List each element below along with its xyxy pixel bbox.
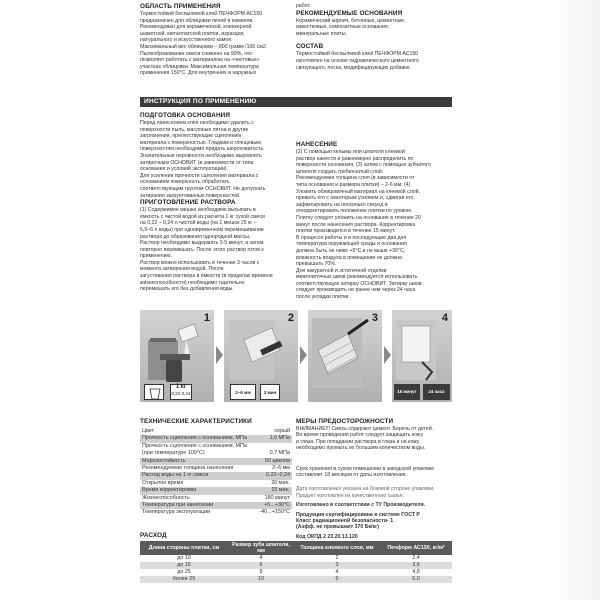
precautions-heading: МЕРЫ ПРЕДОСТОРОЖНОСТИ (296, 418, 394, 425)
spec-row (140, 509, 292, 516)
spec-value (255, 443, 292, 450)
spec-row (140, 472, 292, 479)
consumption-heading: РАСХОД (140, 532, 167, 539)
wait-time-box: 3 мин (260, 384, 280, 400)
spec-row (140, 480, 292, 487)
preparation-text: Перед нанесением клея необходимо удалить с поверхности пыль, масляные пятна и другие загрязнения, препятствующие сцеплению материала с поверхностью. Гладким и глянцевым поверхностям необходимо придать шероховатость. Значительные неровности необходимо выровнять затирочным ОСНОВИТ (в зависимости от типа основания и условий эксплуатации). Для усиления прочности сцепления материала с основанием поверхность обработать соответствующим грунтом ОСНОВИТ. Не допускать затирания загрунтованных поверхностей. (140, 120, 266, 199)
consumption-cell: до 10 (140, 555, 228, 562)
step-2-number: 2 (287, 312, 294, 324)
storage-text: Срок хранения в сухом помещении в заводской упаковке (296, 465, 435, 472)
step-3-panel (308, 310, 382, 402)
spec-label: Рекомендуемая толщина нанесения (142, 465, 234, 472)
step-arrow-icon (216, 346, 223, 364)
step-arrow-icon (384, 346, 391, 364)
col-tile-length: Длина стороны плитки, см (140, 541, 228, 555)
spec-row (140, 443, 292, 450)
spec-row (140, 458, 292, 465)
spec-value: +5...+30°С (255, 502, 292, 509)
spec-value: -40...+150°С (259, 509, 290, 516)
spec-value: 15 мин. (255, 487, 292, 494)
spec-label: Температура эксплуатации (142, 509, 211, 516)
application-area-heading: ОБЛАСТЬ ПРИМЕНЕНИЯ (140, 3, 221, 10)
spec-row (140, 435, 292, 442)
bases-composition-section (296, 3, 450, 71)
spec-row (140, 450, 292, 457)
consumption-cell: 5 (294, 576, 380, 583)
col-trowel-tooth: Размер зуба шпателя, мм (228, 541, 294, 555)
application-section (296, 141, 450, 301)
certification-note: Продукция сертифицирована в системе ГОСТ Р (296, 511, 420, 518)
date-note: Дата изготовления указана на боковой стороне упаковки. (296, 486, 435, 493)
spec-value: серый (274, 428, 290, 434)
step-1-number: 1 (203, 312, 210, 324)
consumption-cell: 3 (294, 562, 380, 569)
mix-heading: ПРИГОТОВЛЕНИЕ РАСТВОРА (140, 199, 236, 207)
consumption-cell: 2 (294, 555, 380, 562)
okpd-code: Код ОКПД 2 23.20.13.120 (296, 533, 358, 540)
step-arrow-icon (300, 346, 307, 364)
consumption-cell: 6 (228, 562, 294, 569)
spec-label: (при температуре 100°С) (142, 450, 205, 457)
tu-note: Изготовлено в соответствии с ТУ Производителя. (296, 502, 426, 509)
spec-value: 20 мин. (271, 479, 290, 486)
step-3-number: 3 (371, 312, 378, 324)
recommended-bases-text: Керамический кирпич, бетонные, цементные, известковые, композитные основания, минеральные плиты. (296, 17, 406, 37)
step-4-panel (392, 310, 452, 402)
step-1-panel (140, 310, 214, 402)
technical-specs-heading: ТЕХНИЧЕСКИЕ ХАРАКТЕРИСТИКИ (140, 418, 252, 425)
grout-time-box: 24 часа (423, 384, 450, 400)
consumption-cell: 10 (228, 576, 294, 583)
continuation-text: работ. (296, 3, 311, 9)
spec-row (140, 495, 292, 502)
spec-label: Жизнеспособность (142, 494, 190, 501)
spec-value: 1,0 МПа (255, 435, 292, 442)
consumption-cell: 2,4 (380, 555, 452, 562)
thickness-box: 2–6 мм (230, 384, 256, 400)
col-consumption: Печформ АС150, кг/м² (380, 541, 452, 555)
spec-value: 0,22–0,24 (255, 472, 292, 479)
mix-ratio-box: 1 кг 0,22-0,24 (170, 384, 192, 400)
spec-label: Прочность сцепления с основанием, МПа (142, 442, 247, 449)
step-2-panel (224, 310, 298, 402)
consumption-row (140, 576, 452, 583)
spec-value: 180 минут (264, 494, 290, 501)
consumption-cell: 8 (228, 569, 294, 576)
application-area-text: Термостойкий беспылевой клей ПЕЧФОРМ АС150 предназначен для облицовки печей и каминов. Рекомендован для керамической, клинкерной, шамотной, металлатской плитки, изразцов, натурального и искусственного камня. Максимальный вес облицовки – 800 грамм /100 см2. Пылеобразование смеси снижено на 90%, что позволяет работать с материалом на «чистовых» участках облицовки. Максимальная температура применения 150°С. Для внутренних и наружных (140, 11, 268, 77)
spec-label: Открытое время (142, 479, 184, 486)
consumption-cell: 3,6 (380, 562, 452, 569)
spec-label: Температура при нанесении (140, 502, 255, 509)
consumption-cell: до 25 (140, 569, 228, 576)
spec-label: Расход воды на 1 кг смеси (140, 472, 255, 479)
consumption-row (140, 562, 452, 569)
technical-specs-table (140, 428, 292, 517)
spec-label: Цвет (142, 428, 155, 434)
step-4-number: 4 (441, 312, 448, 324)
consumption-cell: 6,0 (380, 576, 452, 583)
spec-value: 50 циклов (255, 458, 292, 465)
application-text: (2) С помощью кельмы или шпателя клеевой раствор нанести и равномерно распределить по поверхности основания, (3) затем с помощью зубчатого шпателя создать гребенчатый слой. Рекомендуемая толщина слоя (в зависимости от типа основания и размера плитки) – 2-6 мм. (4) Уложить облицовочный материал на клеевой слой, прижать его с некоторым усилием и, сдвигая его, зафиксировать на несколько секунд и откорректировать положение плитки по уровню. Плитку следует уложить на основание в течение 20 минут после нанесения раствора. Корректировка плитки производится в течение 15 минут. В процессе работы и в последующие два дня температура окружающей среды и основания должна быть не ниже +5°С и не выше +30°С, влажность воздуха в помещении не должна превышать 70%. Для аккуратной и эстетичной отделки межплиточных швов рекомендуется использовать соответствующую затирку ОСНОВИТ. Затирку швов следует производить не ранее чем через 24 часа после укладки плитки. (296, 149, 431, 301)
consumption-table (140, 541, 452, 583)
spec-row (140, 465, 292, 472)
spec-row (140, 428, 292, 435)
spec-label: Время корректировки (140, 487, 255, 494)
spec-row (140, 487, 292, 494)
trowel-illustration (308, 310, 382, 402)
instruction-illustrations (140, 310, 452, 402)
precautions-section: МЕРЫ ПРЕДОСТОРОЖНОСТИ ВНИМАНИЕ!!! Смесь содержит цемент. Беречь от детей. Во время проведения работ следует защищать кожу и глаза. При попадании раствора в глаза и на кожу необходимо промыть их большим количеством воды. Срок хранения в сухом помещении в заводской упаковке составляет 18 месяцев от даты изготовления. Дата изготовления указана на боковой стороне упаковки. Продукт изготовлен из качественного сырья. Изготовлено в соответствии с ТУ Производителя. Продукция сертифицирована в системе ГОСТ Р Класс радиационной безопасности- 1 (Аэфф. не превышает 370 Бк/кг) Код ОКПД 2 23.20.13.120 (296, 418, 452, 540)
correction-time-box: 15 минут (394, 384, 420, 400)
spec-row (140, 502, 292, 509)
preparation-section (140, 112, 290, 293)
water-bucket-icon (144, 384, 164, 400)
recommended-bases-heading: РЕКОМЕНДУЕМЫЕ ОСНОВАНИЯ (296, 9, 403, 17)
consumption-cell: более 25 (140, 576, 228, 583)
consumption-cell: 4 (294, 569, 380, 576)
composition-text: Термостойкий беспылевой клей ПЕЧФОРМ АС150 изготовлен на основе гидравлического цементного связующего, песка, модифицирующих добавок. (296, 51, 419, 71)
application-heading: НАНЕСЕНИЕ (296, 141, 338, 148)
col-layer-thickness: Толщина клеевого слоя, мм (294, 541, 380, 555)
spec-label: Морозостойкость (140, 458, 255, 465)
preparation-heading: ПОДГОТОВКА ОСНОВАНИЯ (140, 112, 231, 119)
consumption-cell: 4 (228, 555, 294, 562)
consumption-cell: до 15 (140, 562, 228, 569)
consumption-row (140, 555, 452, 562)
application-area-section (140, 3, 288, 77)
spec-label: Прочность сцепления с основанием, МПа (140, 435, 255, 442)
technical-specs-section (140, 418, 292, 517)
composition-heading: СОСТАВ (296, 43, 324, 51)
mix-text: (1) Содержимое мешка необходимо высыпать в ёмкость с чистой водой из расчёта 1 кг сухой смеси на 0,22 – 0,24 л чистой воды (на 1 мешок 25 кг – 5,5–6 л воды) при одновременном перемешивании раствора до образования однородной массы. Раствор необходимо выдержать 3-5 минут, а затем повторно перемешать. После этого раствор готов к применению. Раствор можно использовать в течение 3 часов с момента затворения водой. После загустевания раствора в ёмкости (в пределах времени жизнеспособности) необходимо тщательно перемешать его без добавления воды. (140, 207, 273, 293)
spec-value: 0,7 МПа (269, 450, 290, 457)
instruction-band: ИНСТРУКЦИЯ ПО ПРИМЕНЕНИЮ (140, 97, 452, 107)
consumption-cell: 4,8 (380, 569, 452, 576)
consumption-row (140, 569, 452, 576)
spec-value: 2–6 мм (272, 465, 290, 472)
